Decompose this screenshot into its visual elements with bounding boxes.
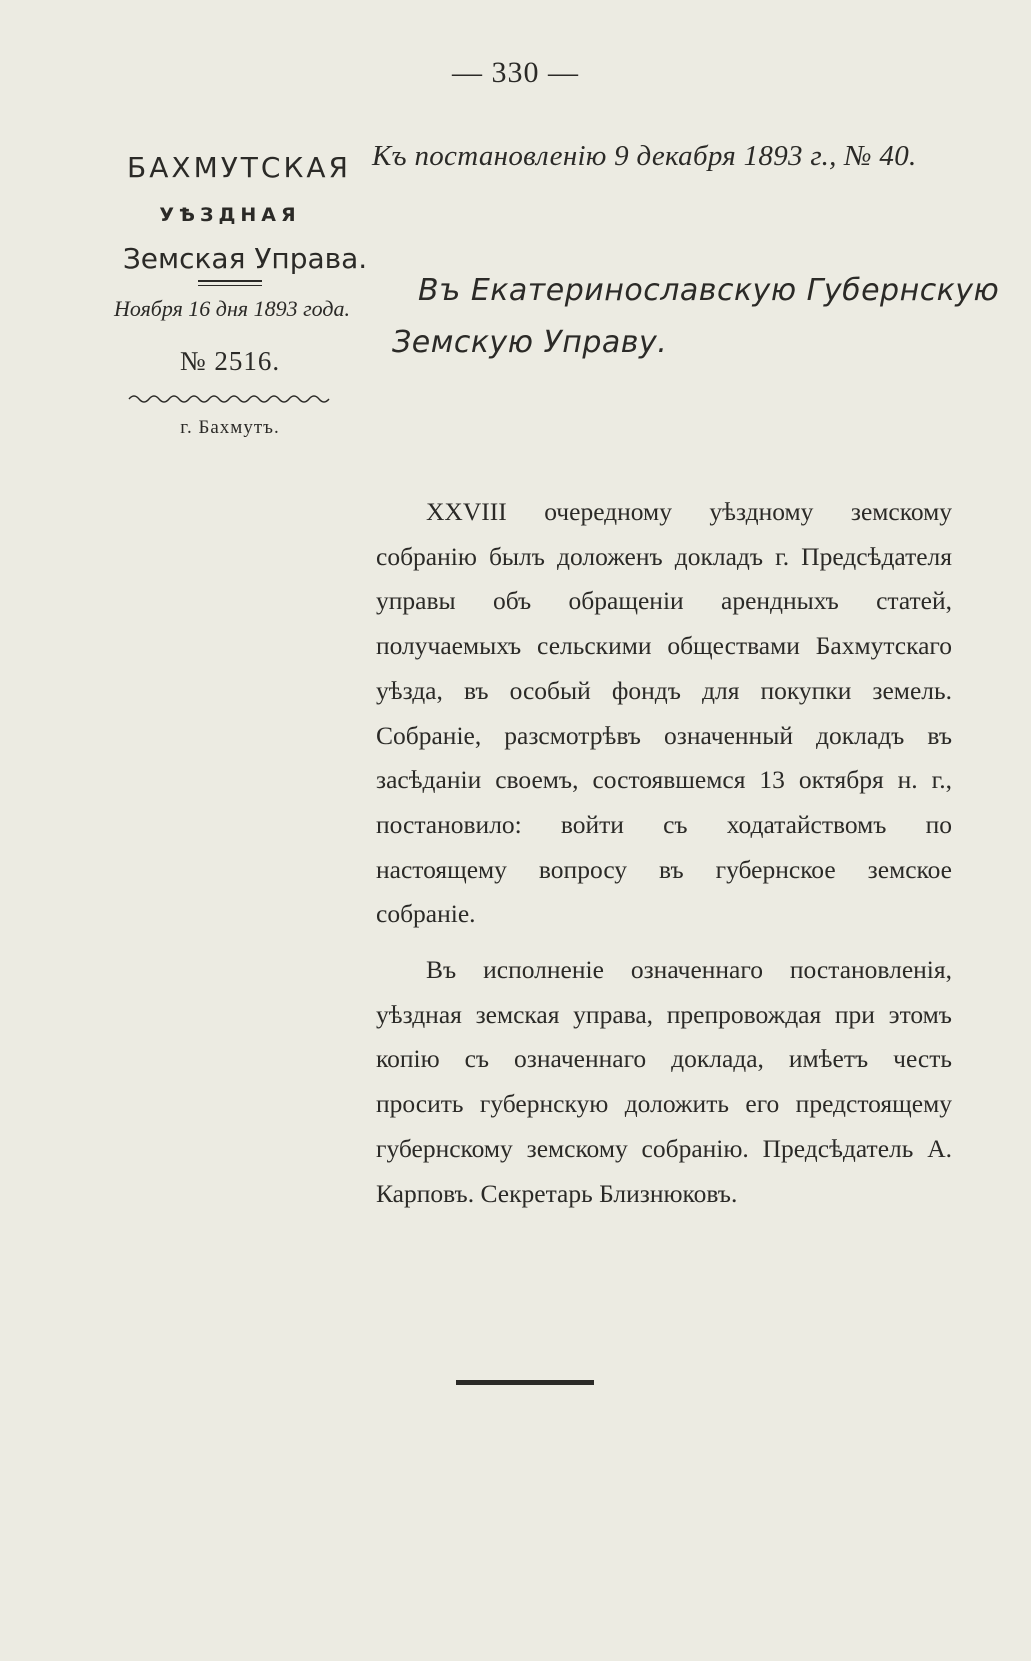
stamp-city: г. Бахмутъ. (180, 417, 280, 438)
addressee-block (392, 265, 1000, 369)
body-paragraph-2: Въ исполненіе означеннаго постановленія, уѣздная земская управа, препровождая при этомъ копію съ означеннаго доклада, имѣетъ честь просить губернскую доложить его предстоящему губернскому земскому собранію. Предсѣдатель А. Карповъ. Секретарь Близнюковъ. (376, 955, 952, 1208)
addressee-line-2: Земскую Управу. (392, 325, 668, 360)
addressee-line-1: Въ Екатеринославскую Губернскую (418, 273, 1000, 308)
stamp-double-rule (198, 280, 262, 286)
stamp-org-line-2: УѢЗДНАЯ (159, 204, 301, 226)
stamp-date: Ноября 16 дня 1893 года. (113, 296, 351, 321)
resolution-reference: Къ постановленію 9 декабря 1893 г., № 40. (372, 140, 917, 172)
page-number: — 330 — (452, 56, 579, 89)
letter-body (376, 490, 952, 1216)
stamp-wavy-rule (127, 391, 333, 405)
stamp-org-line-3: Земская Управа. (122, 242, 368, 275)
body-paragraph-1: XXVIII очередному уѣздному земскому собранію былъ доложенъ докладъ г. Предсѣдателя управы объ обращеніи арендныхъ статей, получаемыхъ сельскими обществами Бахмутскаго уѣзда, въ особый фондъ для покупки земель. Собраніе, разсмотрѣвъ означенный докладъ въ засѣданіи своемъ, состоявшемся 13 октября н. г., постановило: войти съ ходатайствомъ по настоящему вопросу въ губернское земское собраніе. (376, 497, 952, 929)
stamp-org-line-1: БАХМУТСКАЯ (127, 151, 351, 184)
office-stamp (80, 150, 380, 439)
end-rule (456, 1380, 594, 1385)
stamp-number: № 2516. (179, 346, 281, 376)
